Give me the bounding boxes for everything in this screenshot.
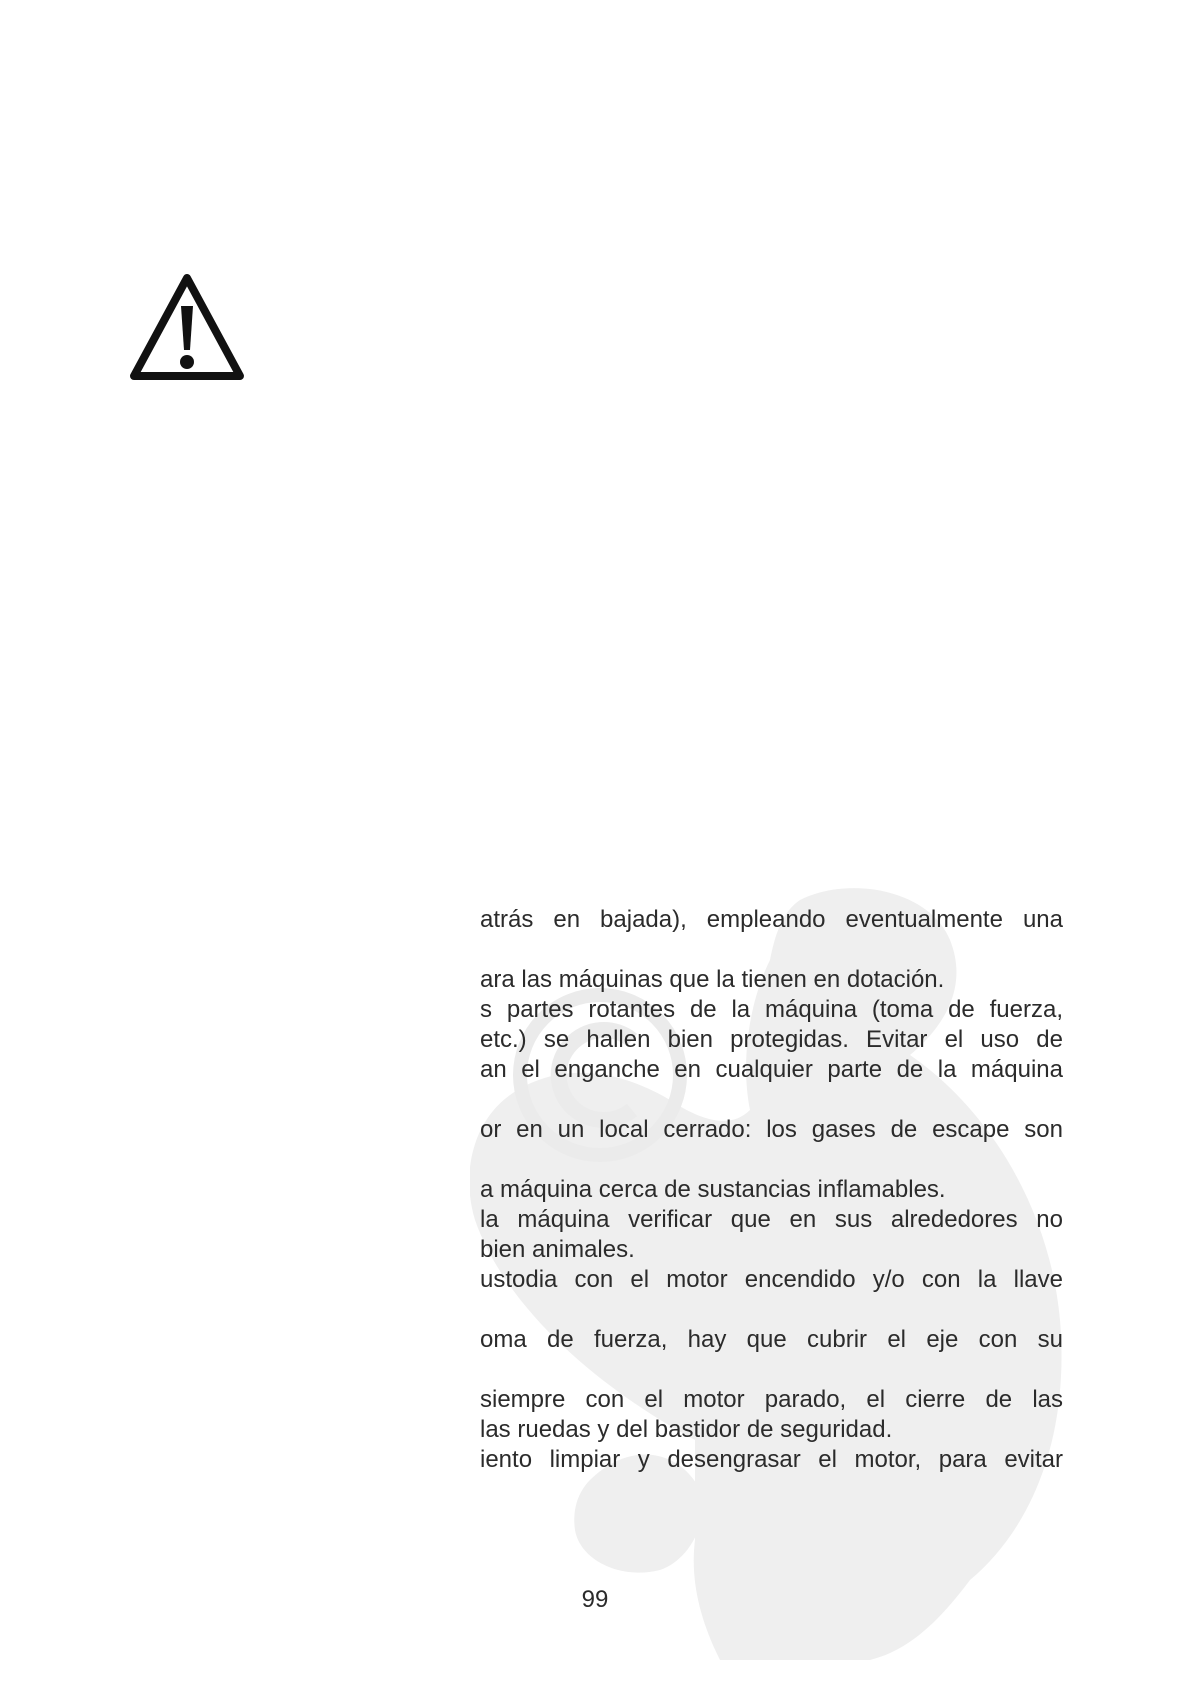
text-line: ara las máquinas que la tienen en dotación.: [480, 966, 945, 993]
text-line: an el enganche en cualquier parte de la máquina: [480, 1056, 1063, 1083]
text-line: a máquina cerca de sustancias inflamables.: [480, 1176, 946, 1203]
text-line: s partes rotantes de la máquina (toma de fuerza,: [480, 996, 1063, 1023]
text-line: ustodia con el motor encendido y/o con la llave: [480, 1266, 1063, 1293]
text-line: siempre con el motor parado, el cierre de las: [480, 1386, 1063, 1413]
text-line: oma de fuerza, hay que cubrir el eje con su: [480, 1326, 1063, 1353]
blank-line: [480, 935, 1063, 965]
warning-triangle-icon: [128, 272, 246, 382]
text-line: iento limpiar y desengrasar el motor, para evitar: [480, 1446, 1063, 1473]
blank-line: [480, 1295, 1063, 1325]
body-text: [480, 905, 1063, 1475]
blank-line: [480, 1085, 1063, 1115]
text-line: la máquina verificar que en sus alrededores no: [480, 1206, 1063, 1233]
page-number: 99: [581, 1586, 609, 1613]
text-line: bien animales.: [480, 1236, 635, 1263]
blank-line: [480, 1145, 1063, 1175]
text-line: etc.) se hallen bien protegidas. Evitar el uso de: [480, 1026, 1063, 1053]
blank-line: [480, 1355, 1063, 1385]
text-line: atrás en bajada), empleando eventualmente una: [480, 906, 1063, 933]
text-line: or en un local cerrado: los gases de escape son: [480, 1116, 1063, 1143]
text-line: las ruedas y del bastidor de seguridad.: [480, 1416, 893, 1443]
